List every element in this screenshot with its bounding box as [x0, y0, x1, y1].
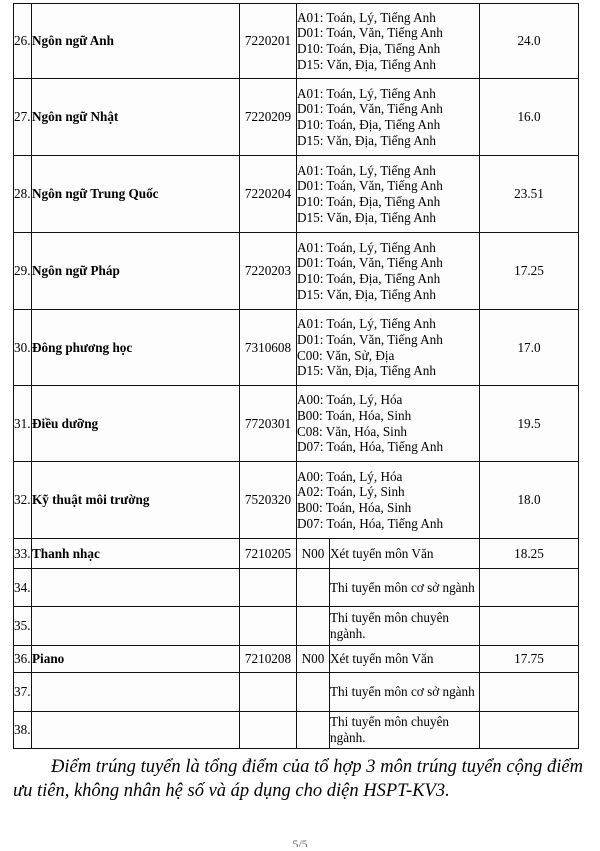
program-name: Điều dưỡng: [32, 386, 240, 462]
program-name: Ngôn ngữ Nhật: [32, 79, 240, 156]
subject-combination-list: [297, 156, 480, 233]
subject-combination: B00: Toán, Hóa, Sinh: [297, 407, 412, 423]
row-index: 28.: [14, 156, 32, 233]
subject-combination: D01: Toán, Văn, Tiếng Anh: [297, 25, 443, 41]
subject-note: [330, 569, 480, 607]
program-code: 7220203: [240, 233, 297, 310]
benchmark-score: 24.0: [480, 4, 579, 79]
subject-combination: D15: Văn, Địa, Tiếng Anh: [297, 209, 436, 225]
program-code: [240, 673, 297, 712]
subject-note-text: Xét tuyển môn Văn: [330, 651, 434, 667]
benchmark-score: 18.0: [480, 462, 579, 539]
row-index: 36.: [14, 646, 32, 673]
program-code: [240, 569, 297, 607]
row-index: 27.: [14, 79, 32, 156]
benchmark-score: [480, 712, 579, 749]
subject-note: [330, 673, 480, 712]
subject-combination: D01: Toán, Văn, Tiếng Anh: [297, 331, 443, 347]
subject-combination: D15: Văn, Địa, Tiếng Anh: [297, 363, 436, 379]
program-code: 7220204: [240, 156, 297, 233]
row-index: 33.: [14, 539, 32, 569]
subject-combination: A01: Toán, Lý, Tiếng Anh: [297, 162, 436, 178]
program-code: 7720301: [240, 386, 297, 462]
group-code: [297, 712, 330, 749]
subject-combination: D15: Văn, Địa, Tiếng Anh: [297, 286, 436, 302]
program-code: 7220201: [240, 4, 297, 79]
program-name: Piano: [32, 646, 240, 673]
table-row: [14, 386, 579, 462]
program-name: Thanh nhạc: [32, 539, 240, 569]
benchmark-score: [480, 673, 579, 712]
row-index: 37.: [14, 673, 32, 712]
benchmark-score: [480, 607, 579, 646]
subject-combination-list: [297, 462, 480, 539]
subject-combination-list: [297, 310, 480, 386]
subject-combination: D10: Toán, Địa, Tiếng Anh: [297, 117, 441, 132]
program-name: Ngôn ngữ Anh: [32, 4, 240, 79]
subject-note-text: Thi tuyển môn cơ sở ngành: [330, 684, 475, 700]
row-index: 35.: [14, 607, 32, 646]
benchmark-score: 17.25: [480, 233, 579, 310]
benchmark-score: 17.75: [480, 646, 579, 673]
admissions-score-table: [13, 3, 579, 749]
program-name: [32, 569, 240, 607]
subject-combination: D07: Toán, Hóa, Tiếng Anh: [297, 515, 444, 531]
table-row: [14, 4, 579, 79]
table-row: [14, 712, 579, 749]
subject-combination-list: [297, 79, 480, 156]
subject-combination: D10: Toán, Địa, Tiếng Anh: [297, 271, 441, 286]
subject-combination: D01: Toán, Văn, Tiếng Anh: [297, 178, 443, 194]
subject-note-text: Thi tuyển môn chuyên ngành.: [330, 714, 450, 745]
subject-combination: D15: Văn, Địa, Tiếng Anh: [297, 132, 436, 148]
subject-note: [330, 712, 480, 749]
group-code: N00: [297, 646, 330, 673]
subject-note: [330, 539, 480, 569]
program-name: Ngôn ngữ Pháp: [32, 233, 240, 310]
program-name: Đông phương học: [32, 310, 240, 386]
table-row: [14, 233, 579, 310]
subject-combination: A01: Toán, Lý, Tiếng Anh: [297, 9, 436, 25]
subject-combination: D01: Toán, Văn, Tiếng Anh: [297, 101, 443, 117]
subject-combination-list: [297, 386, 480, 462]
benchmark-score: 23.51: [480, 156, 579, 233]
page-number-footer: 5/5: [292, 838, 308, 847]
subject-combination: A00: Toán, Lý, Hóa: [297, 392, 403, 408]
benchmark-score: 18.25: [480, 539, 579, 569]
subject-note-text: Xét tuyển môn Văn: [330, 545, 434, 561]
subject-combination: D07: Toán, Hóa, Tiếng Anh: [297, 439, 444, 455]
table-body: [14, 4, 579, 749]
program-code: 7210208: [240, 646, 297, 673]
program-name: Kỹ thuật môi trường: [32, 462, 240, 539]
program-name: Ngôn ngữ Trung Quốc: [32, 156, 240, 233]
subject-combination: A01: Toán, Lý, Tiếng Anh: [297, 85, 436, 101]
row-index: 30.: [14, 310, 32, 386]
subject-combination: A02: Toán, Lý, Sinh: [297, 484, 405, 500]
row-index: 38.: [14, 712, 32, 749]
table-row: [14, 607, 579, 646]
benchmark-score: 19.5: [480, 386, 579, 462]
subject-combination: D15: Văn, Địa, Tiếng Anh: [297, 56, 436, 72]
group-code: [297, 569, 330, 607]
subject-combination: B00: Toán, Hóa, Sinh: [297, 500, 412, 515]
subject-combination: A00: Toán, Lý, Hóa: [297, 468, 403, 484]
subject-combination: C00: Văn, Sử, Địa: [297, 347, 395, 363]
table-row: [14, 79, 579, 156]
subject-combination: A01: Toán, Lý, Tiếng Anh: [297, 239, 436, 255]
subject-combination-list: [297, 233, 480, 310]
group-code: N00: [297, 539, 330, 569]
row-index: 32.: [14, 462, 32, 539]
program-name: [32, 673, 240, 712]
subject-note-text: Thi tuyển môn chuyên ngành.: [330, 610, 450, 641]
table-row: [14, 646, 579, 673]
subject-combination-list: [297, 4, 480, 79]
benchmark-score: 17.0: [480, 310, 579, 386]
table-row: [14, 156, 579, 233]
program-code: 7520320: [240, 462, 297, 539]
group-code: [297, 673, 330, 712]
subject-note: [330, 646, 480, 673]
row-index: 34.: [14, 569, 32, 607]
row-index: 31.: [14, 386, 32, 462]
program-code: 7220209: [240, 79, 297, 156]
subject-combination: D10: Toán, Địa, Tiếng Anh: [297, 194, 441, 209]
group-code: [297, 607, 330, 646]
closing-note: Điểm trúng tuyển là tổng điểm của tổ hợp 3 môn trúng tuyển cộng điểm ưu tiên, không nhân hệ số và áp dụng cho diện HSPT-KV3.: [13, 757, 583, 802]
program-code: [240, 712, 297, 749]
program-name: [32, 607, 240, 646]
benchmark-score: [480, 569, 579, 607]
table-row: [14, 569, 579, 607]
subject-combination: A01: Toán, Lý, Tiếng Anh: [297, 316, 436, 332]
program-code: 7310608: [240, 310, 297, 386]
table-row: [14, 673, 579, 712]
benchmark-score: 16.0: [480, 79, 579, 156]
program-name: [32, 712, 240, 749]
table-row: [14, 462, 579, 539]
row-index: 29.: [14, 233, 32, 310]
subject-combination: D10: Toán, Địa, Tiếng Anh: [297, 41, 441, 56]
subject-combination: C08: Văn, Hóa, Sinh: [297, 423, 408, 439]
subject-combination: D01: Toán, Văn, Tiếng Anh: [297, 255, 443, 271]
subject-note: [330, 607, 480, 646]
subject-note-text: Thi tuyển môn cơ sở ngành: [330, 579, 475, 595]
row-index: 26.: [14, 4, 32, 79]
program-code: 7210205: [240, 539, 297, 569]
program-code: [240, 607, 297, 646]
table-row: [14, 310, 579, 386]
table-row: [14, 539, 579, 569]
